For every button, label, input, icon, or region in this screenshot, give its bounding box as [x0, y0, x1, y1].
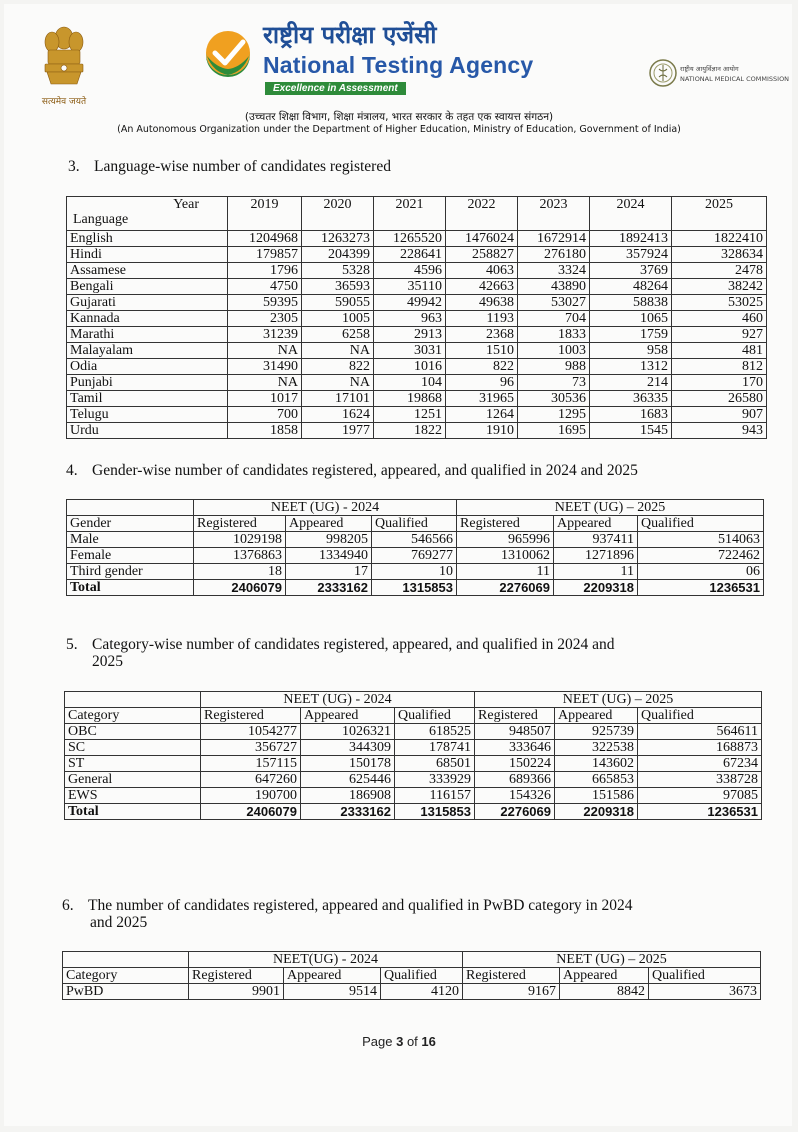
value-cell: 258827 — [446, 247, 518, 263]
value-cell: 31490 — [228, 359, 302, 375]
nmc-hindi-name: राष्ट्रीय आयुर्विज्ञान आयोग — [680, 65, 739, 73]
value-cell: 356727 — [201, 740, 301, 756]
table-row — [67, 359, 767, 375]
row-label-cell: Hindi — [67, 247, 228, 263]
value-cell: 2368 — [446, 327, 518, 343]
table-row — [67, 564, 764, 580]
nmc-english-name: NATIONAL MEDICAL COMMISSION — [680, 75, 790, 83]
empty-header-cell — [63, 952, 189, 968]
value-cell: 2913 — [374, 327, 446, 343]
value-cell: NA — [302, 343, 374, 359]
value-cell: 3673 — [649, 984, 761, 1000]
value-cell: 11 — [457, 564, 554, 580]
group-header-2024: NEET(UG) - 2024 — [189, 952, 463, 968]
value-cell: 1204968 — [228, 231, 302, 247]
table-row — [65, 756, 762, 772]
nta-tagline: Excellence in Assessment — [265, 82, 406, 95]
value-cell: 186908 — [301, 788, 395, 804]
row-label-cell: Odia — [67, 359, 228, 375]
section-5-heading — [66, 636, 726, 670]
value-cell: NA — [228, 343, 302, 359]
section-3-heading — [68, 158, 391, 175]
value-cell: 150178 — [301, 756, 395, 772]
subtitle-english: (An Autonomous Organization under the Department of Higher Education, Ministry of Education, Government of India) — [117, 124, 681, 135]
value-cell: 625446 — [301, 772, 395, 788]
value-cell: 58838 — [590, 295, 672, 311]
table-row — [65, 772, 762, 788]
row-header-label: Gender — [67, 516, 194, 532]
value-cell: 357924 — [590, 247, 672, 263]
column-header: Registered — [201, 708, 301, 724]
row-label-cell: Female — [67, 548, 194, 564]
value-cell: 150224 — [475, 756, 555, 772]
section-number: 4. — [66, 462, 78, 479]
row-label-cell: Third gender — [67, 564, 194, 580]
value-cell: 1016 — [374, 359, 446, 375]
column-header: Appeared — [286, 516, 372, 532]
value-cell: 67234 — [638, 756, 762, 772]
value-cell: 3324 — [518, 263, 590, 279]
value-cell: 9514 — [284, 984, 381, 1000]
value-cell: 17 — [286, 564, 372, 580]
category-wise-table — [64, 691, 762, 820]
value-cell: 190700 — [201, 788, 301, 804]
value-cell: 2276069 — [457, 580, 554, 596]
value-cell: 812 — [672, 359, 767, 375]
nta-logo — [203, 28, 253, 83]
value-cell: 168873 — [638, 740, 762, 756]
section-4-heading — [66, 462, 638, 479]
value-cell: 564611 — [638, 724, 762, 740]
value-cell: 1822410 — [672, 231, 767, 247]
row-label-cell: Kannada — [67, 311, 228, 327]
value-cell: 927 — [672, 327, 767, 343]
table-row — [67, 327, 767, 343]
column-header: Appeared — [555, 708, 638, 724]
value-cell: 1624 — [302, 407, 374, 423]
value-cell: 333646 — [475, 740, 555, 756]
value-cell: 1545 — [590, 423, 672, 439]
value-cell: 36335 — [590, 391, 672, 407]
row-label-cell: Tamil — [67, 391, 228, 407]
value-cell: 104 — [374, 375, 446, 391]
value-cell: 963 — [374, 311, 446, 327]
value-cell: 31239 — [228, 327, 302, 343]
row-label-cell: Marathi — [67, 327, 228, 343]
value-cell: 1858 — [228, 423, 302, 439]
section-6-heading — [62, 897, 742, 931]
column-header: Qualified — [649, 968, 761, 984]
value-cell: 333929 — [395, 772, 475, 788]
value-cell: NA — [302, 375, 374, 391]
nta-hindi-title: राष्ट्रीय परीक्षा एजेंसी — [263, 21, 437, 49]
value-cell: 96 — [446, 375, 518, 391]
value-cell: 2305 — [228, 311, 302, 327]
column-header: Registered — [475, 708, 555, 724]
pwbd-table — [62, 951, 761, 1000]
subtitle-hindi: (उच्चतर शिक्षा विभाग, शिक्षा मंत्रालय, भारत सरकार के तहत एक स्वायत्त संगठन) — [244, 111, 554, 123]
group-header-2025: NEET (UG) – 2025 — [457, 500, 764, 516]
language-rows — [67, 231, 767, 439]
row-label-cell: ST — [65, 756, 201, 772]
value-cell: 68501 — [395, 756, 475, 772]
value-cell: 38242 — [672, 279, 767, 295]
value-cell: 1510 — [446, 343, 518, 359]
value-cell: 42663 — [446, 279, 518, 295]
value-cell: 958 — [590, 343, 672, 359]
value-cell: 1892413 — [590, 231, 672, 247]
value-cell: 53025 — [672, 295, 767, 311]
value-cell: 9167 — [463, 984, 560, 1000]
table-row — [63, 984, 761, 1000]
value-cell: 36593 — [302, 279, 374, 295]
section-number: 6. — [62, 897, 74, 914]
row-label-cell: Assamese — [67, 263, 228, 279]
gender-rows — [67, 532, 764, 596]
value-cell: 822 — [446, 359, 518, 375]
page-indicator — [0, 1034, 798, 1049]
total-row — [65, 804, 762, 820]
value-cell: 338728 — [638, 772, 762, 788]
column-header: Registered — [194, 516, 286, 532]
empty-header-cell — [65, 692, 201, 708]
value-cell: 49942 — [374, 295, 446, 311]
value-cell: 1310062 — [457, 548, 554, 564]
value-cell: 1005 — [302, 311, 374, 327]
value-cell: 822 — [302, 359, 374, 375]
section-title-continued: 2025 — [92, 653, 123, 670]
value-cell: 154326 — [475, 788, 555, 804]
year-header: 2024 — [590, 197, 672, 231]
table-row — [67, 231, 767, 247]
value-cell: 704 — [518, 311, 590, 327]
value-cell: 97085 — [638, 788, 762, 804]
value-cell: 1265520 — [374, 231, 446, 247]
value-cell: 143602 — [555, 756, 638, 772]
value-cell: 1029198 — [194, 532, 286, 548]
value-cell: 1003 — [518, 343, 590, 359]
value-cell: 1295 — [518, 407, 590, 423]
nta-checkmark-icon — [203, 28, 253, 78]
value-cell: 1833 — [518, 327, 590, 343]
value-cell: 35110 — [374, 279, 446, 295]
value-cell: 948507 — [475, 724, 555, 740]
year-header: 2021 — [374, 197, 446, 231]
national-emblem-logo — [34, 22, 94, 108]
column-header: Appeared — [284, 968, 381, 984]
value-cell: 1796 — [228, 263, 302, 279]
empty-header-cell — [67, 500, 194, 516]
table-row — [67, 548, 764, 564]
value-cell: 49638 — [446, 295, 518, 311]
value-cell: 665853 — [555, 772, 638, 788]
value-cell: 943 — [672, 423, 767, 439]
value-cell: 514063 — [638, 532, 764, 548]
row-label-cell: Total — [67, 580, 194, 596]
section-number: 3. — [68, 158, 80, 175]
value-cell: 481 — [672, 343, 767, 359]
page-prefix: Page — [362, 1034, 397, 1049]
page-of: of — [403, 1034, 422, 1049]
row-label-cell: OBC — [65, 724, 201, 740]
value-cell: 11 — [554, 564, 638, 580]
value-cell: 2209318 — [555, 804, 638, 820]
value-cell: 965996 — [457, 532, 554, 548]
value-cell: 4063 — [446, 263, 518, 279]
row-label-cell: Male — [67, 532, 194, 548]
value-cell: 19868 — [374, 391, 446, 407]
corner-language-label: Language — [73, 212, 129, 227]
value-cell: 1977 — [302, 423, 374, 439]
row-label-cell: Total — [65, 804, 201, 820]
year-header: 2020 — [302, 197, 374, 231]
value-cell: 1054277 — [201, 724, 301, 740]
year-header: 2023 — [518, 197, 590, 231]
value-cell: 170 — [672, 375, 767, 391]
value-cell: 618525 — [395, 724, 475, 740]
row-label-cell: Gujarati — [67, 295, 228, 311]
row-label-cell: EWS — [65, 788, 201, 804]
value-cell: 10 — [372, 564, 457, 580]
value-cell: 204399 — [302, 247, 374, 263]
value-cell: 769277 — [372, 548, 457, 564]
value-cell: 1910 — [446, 423, 518, 439]
value-cell: 9901 — [189, 984, 284, 1000]
value-cell: 328634 — [672, 247, 767, 263]
value-cell: 722462 — [638, 548, 764, 564]
pwbd-rows — [63, 984, 761, 1000]
category-rows — [65, 724, 762, 820]
value-cell: 1334940 — [286, 548, 372, 564]
nta-english-title: National Testing Agency — [263, 52, 534, 78]
value-cell: 2406079 — [201, 804, 301, 820]
column-header: Appeared — [560, 968, 649, 984]
value-cell: 8842 — [560, 984, 649, 1000]
row-label-cell: General — [65, 772, 201, 788]
column-header: Qualified — [395, 708, 475, 724]
value-cell: 1822 — [374, 423, 446, 439]
table-row — [67, 407, 767, 423]
column-header: Appeared — [554, 516, 638, 532]
value-cell: 2478 — [672, 263, 767, 279]
value-cell: 31965 — [446, 391, 518, 407]
value-cell: 214 — [590, 375, 672, 391]
emblem-motto: सत्यमेव जयते — [41, 97, 87, 107]
table-row — [65, 740, 762, 756]
column-header: Registered — [463, 968, 560, 984]
table-row — [67, 391, 767, 407]
value-cell: 48264 — [590, 279, 672, 295]
section-number: 5. — [66, 636, 78, 653]
row-label-cell: Malayalam — [67, 343, 228, 359]
year-header: 2022 — [446, 197, 518, 231]
value-cell: 73 — [518, 375, 590, 391]
value-cell: NA — [228, 375, 302, 391]
column-header: Registered — [189, 968, 284, 984]
value-cell: 4750 — [228, 279, 302, 295]
year-language-corner-cell — [67, 197, 228, 231]
row-label-cell: PwBD — [63, 984, 189, 1000]
value-cell: 1271896 — [554, 548, 638, 564]
value-cell: 1251 — [374, 407, 446, 423]
value-cell: 1315853 — [372, 580, 457, 596]
group-header-2025: NEET (UG) – 2025 — [463, 952, 761, 968]
value-cell: 998205 — [286, 532, 372, 548]
value-cell: 178741 — [395, 740, 475, 756]
value-cell: 5328 — [302, 263, 374, 279]
nmc-emblem-icon — [648, 58, 678, 88]
row-label-cell: Punjabi — [67, 375, 228, 391]
value-cell: 925739 — [555, 724, 638, 740]
lion-capital-icon — [39, 22, 89, 92]
group-header-2024: NEET (UG) - 2024 — [194, 500, 457, 516]
column-header: Registered — [457, 516, 554, 532]
value-cell: 276180 — [518, 247, 590, 263]
row-label-cell: English — [67, 231, 228, 247]
value-cell: 1236531 — [638, 580, 764, 596]
section-title: The number of candidates registered, appeared and qualified in PwBD category in 2024 — [88, 897, 633, 914]
column-header: Appeared — [301, 708, 395, 724]
value-cell: 1683 — [590, 407, 672, 423]
language-wise-table — [66, 196, 767, 439]
column-header: Qualified — [638, 708, 762, 724]
value-cell: 18 — [194, 564, 286, 580]
value-cell: 53027 — [518, 295, 590, 311]
column-header: Qualified — [638, 516, 764, 532]
value-cell: 59055 — [302, 295, 374, 311]
value-cell: 647260 — [201, 772, 301, 788]
value-cell: 3031 — [374, 343, 446, 359]
current-page: 3 — [396, 1034, 404, 1049]
section-title: Category-wise number of candidates registered, appeared, and qualified in 2024 and — [92, 636, 615, 653]
nmc-logo — [648, 58, 788, 94]
table-row — [67, 295, 767, 311]
table-row — [67, 532, 764, 548]
value-cell: 6258 — [302, 327, 374, 343]
table-row — [65, 788, 762, 804]
value-cell: 937411 — [554, 532, 638, 548]
value-cell: 4596 — [374, 263, 446, 279]
table-row — [67, 311, 767, 327]
value-cell: 2333162 — [301, 804, 395, 820]
value-cell: 116157 — [395, 788, 475, 804]
value-cell: 1264 — [446, 407, 518, 423]
column-header: Qualified — [372, 516, 457, 532]
value-cell: 1312 — [590, 359, 672, 375]
table-row — [65, 724, 762, 740]
column-header: Qualified — [381, 968, 463, 984]
value-cell: 1759 — [590, 327, 672, 343]
value-cell: 59395 — [228, 295, 302, 311]
table-row — [67, 279, 767, 295]
value-cell: 30536 — [518, 391, 590, 407]
year-header: 2025 — [672, 197, 767, 231]
value-cell: 1672914 — [518, 231, 590, 247]
value-cell: 988 — [518, 359, 590, 375]
row-header-label: Category — [63, 968, 189, 984]
value-cell: 460 — [672, 311, 767, 327]
value-cell: 1236531 — [638, 804, 762, 820]
value-cell: 1026321 — [301, 724, 395, 740]
value-cell: 1017 — [228, 391, 302, 407]
value-cell: 700 — [228, 407, 302, 423]
value-cell: 2209318 — [554, 580, 638, 596]
total-row — [67, 580, 764, 596]
section-title: Language-wise number of candidates registered — [94, 158, 391, 175]
value-cell: 1695 — [518, 423, 590, 439]
value-cell: 1476024 — [446, 231, 518, 247]
value-cell: 1065 — [590, 311, 672, 327]
gender-wise-table — [66, 499, 764, 596]
value-cell: 689366 — [475, 772, 555, 788]
value-cell: 43890 — [518, 279, 590, 295]
table-row — [67, 375, 767, 391]
group-header-2024: NEET (UG) - 2024 — [201, 692, 475, 708]
row-header-label: Category — [65, 708, 201, 724]
section-title: Gender-wise number of candidates registered, appeared, and qualified in 2024 and 2025 — [92, 462, 638, 479]
section-title-continued: and 2025 — [90, 914, 148, 931]
value-cell: 17101 — [302, 391, 374, 407]
value-cell: 1376863 — [194, 548, 286, 564]
value-cell: 151586 — [555, 788, 638, 804]
table-row — [67, 263, 767, 279]
value-cell: 06 — [638, 564, 764, 580]
value-cell: 344309 — [301, 740, 395, 756]
value-cell: 1193 — [446, 311, 518, 327]
value-cell: 228641 — [374, 247, 446, 263]
group-header-2025: NEET (UG) – 2025 — [475, 692, 762, 708]
row-label-cell: Bengali — [67, 279, 228, 295]
total-pages: 16 — [421, 1034, 436, 1049]
table-row — [67, 247, 767, 263]
value-cell: 1263273 — [302, 231, 374, 247]
value-cell: 157115 — [201, 756, 301, 772]
value-cell: 322538 — [555, 740, 638, 756]
row-label-cell: Telugu — [67, 407, 228, 423]
value-cell: 546566 — [372, 532, 457, 548]
corner-year-label: Year — [173, 197, 199, 212]
table-row — [67, 343, 767, 359]
value-cell: 2276069 — [475, 804, 555, 820]
table-row — [67, 423, 767, 439]
value-cell: 179857 — [228, 247, 302, 263]
value-cell: 26580 — [672, 391, 767, 407]
value-cell: 2333162 — [286, 580, 372, 596]
value-cell: 1315853 — [395, 804, 475, 820]
row-label-cell: SC — [65, 740, 201, 756]
value-cell: 3769 — [590, 263, 672, 279]
year-header: 2019 — [228, 197, 302, 231]
value-cell: 907 — [672, 407, 767, 423]
value-cell: 2406079 — [194, 580, 286, 596]
row-label-cell: Urdu — [67, 423, 228, 439]
value-cell: 4120 — [381, 984, 463, 1000]
